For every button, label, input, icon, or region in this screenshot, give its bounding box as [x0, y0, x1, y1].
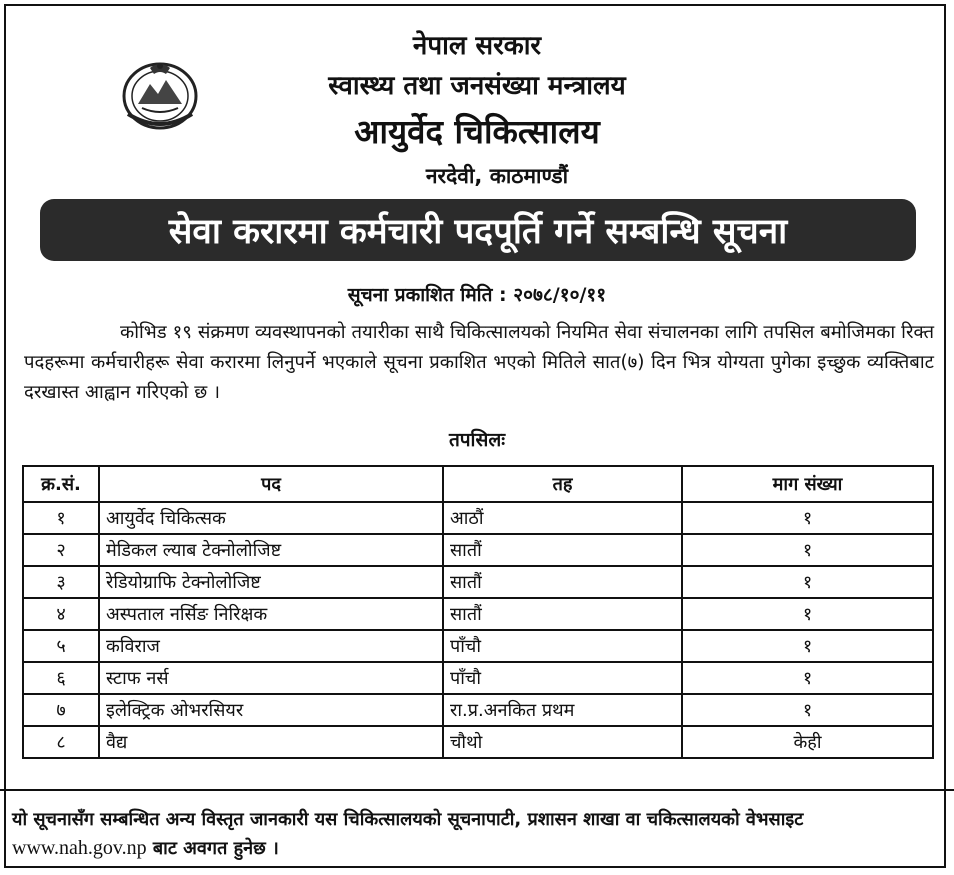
- vacancy-table: [22, 465, 934, 759]
- table-row: [23, 662, 933, 694]
- cell-count: केही: [682, 726, 933, 758]
- header-level: तह: [443, 466, 682, 502]
- header-serial: क्र.सं.: [23, 466, 99, 502]
- cell-post: स्टाफ नर्स: [99, 662, 443, 694]
- cell-post: इलेक्ट्रिक ओभरसियर: [99, 694, 443, 726]
- cell-post: वैद्य: [99, 726, 443, 758]
- footer-text-after-url: बाट अवगत हुनेछ ।: [152, 838, 279, 859]
- table-row: [23, 694, 933, 726]
- cell-serial: ७: [23, 694, 99, 726]
- location-heading: नरदेवी, काठमाण्डौं: [425, 164, 569, 188]
- hospital-heading: आयुर्वेद चिकित्सालय: [354, 112, 600, 151]
- table-row: [23, 566, 933, 598]
- cell-level: सातौं: [443, 598, 682, 630]
- cell-level: चौथो: [443, 726, 682, 758]
- cell-serial: ३: [23, 566, 99, 598]
- cell-count: १: [682, 598, 933, 630]
- cell-level: सातौं: [443, 534, 682, 566]
- header-count: माग संख्या: [682, 466, 933, 502]
- government-heading: नेपाल सरकार: [412, 31, 542, 61]
- cell-level: पाँचौ: [443, 662, 682, 694]
- notice-title-banner: [40, 199, 916, 261]
- details-heading: तपसिलः: [448, 429, 506, 451]
- cell-serial: ८: [23, 726, 99, 758]
- table-row: [23, 534, 933, 566]
- cell-post: अस्पताल नर्सिङ निरिक्षक: [99, 598, 443, 630]
- cell-serial: ५: [23, 630, 99, 662]
- cell-level: आठौं: [443, 502, 682, 534]
- cell-count: १: [682, 630, 933, 662]
- notice-title: सेवा करारमा कर्मचारी पदपूर्ति गर्ने सम्बन्धि सूचना: [168, 211, 788, 252]
- website-link[interactable]: www.nah.gov.np: [12, 837, 147, 859]
- table-row: [23, 598, 933, 630]
- cell-serial: ४: [23, 598, 99, 630]
- publication-date: सूचना प्रकाशित मिति : २०७८/१०/११: [347, 284, 607, 306]
- table-row: [23, 726, 933, 758]
- cell-serial: २: [23, 534, 99, 566]
- cell-level: रा.प्र.अनकित प्रथम: [443, 694, 682, 726]
- cell-count: १: [682, 534, 933, 566]
- cell-serial: ६: [23, 662, 99, 694]
- table-row: [23, 502, 933, 534]
- cell-level: पाँचौ: [443, 630, 682, 662]
- table-header-row: [23, 466, 933, 502]
- cell-post: रेडियोग्राफि टेक्नोलोजिष्ट: [99, 566, 443, 598]
- cell-count: १: [682, 694, 933, 726]
- footer-note: [12, 805, 936, 863]
- cell-count: १: [682, 662, 933, 694]
- cell-level: सातौं: [443, 566, 682, 598]
- cell-count: १: [682, 566, 933, 598]
- footer-text-before-url: यो सूचनासँग सम्बन्धित अन्य विस्तृत जानकारी यस चिकित्सालयको सूचनापाटी, प्रशासन शाखा वा चकित्सालयको वेभसाइट: [12, 809, 804, 830]
- cell-post: कविराज: [99, 630, 443, 662]
- footer-section: [0, 789, 954, 875]
- notice-body: कोभिड १९ संक्रमण व्यवस्थापनको तयारीका साथै चिकित्सालयको नियमित सेवा संचालनका लागि तपसिल बमोजिमका रिक्त पदहरूमा कर्मचारीहरू सेवा करारमा लिनुपर्ने भएकाले सूचना प्रकाशित भएको मितिले सात(७) दिन भित्र योग्यता पुगेका इच्छुक व्यक्तिबाट दरखास्त आह्वान गरिएको छ ।: [24, 322, 934, 403]
- table-row: [23, 630, 933, 662]
- cell-serial: १: [23, 502, 99, 534]
- cell-post: मेडिकल ल्याब टेक्नोलोजिष्ट: [99, 534, 443, 566]
- ministry-heading: स्वास्थ्य तथा जनसंख्या मन्त्रालय: [328, 71, 626, 101]
- cell-count: १: [682, 502, 933, 534]
- cell-post: आयुर्वेद चिकित्सक: [99, 502, 443, 534]
- header-post: पद: [99, 466, 443, 502]
